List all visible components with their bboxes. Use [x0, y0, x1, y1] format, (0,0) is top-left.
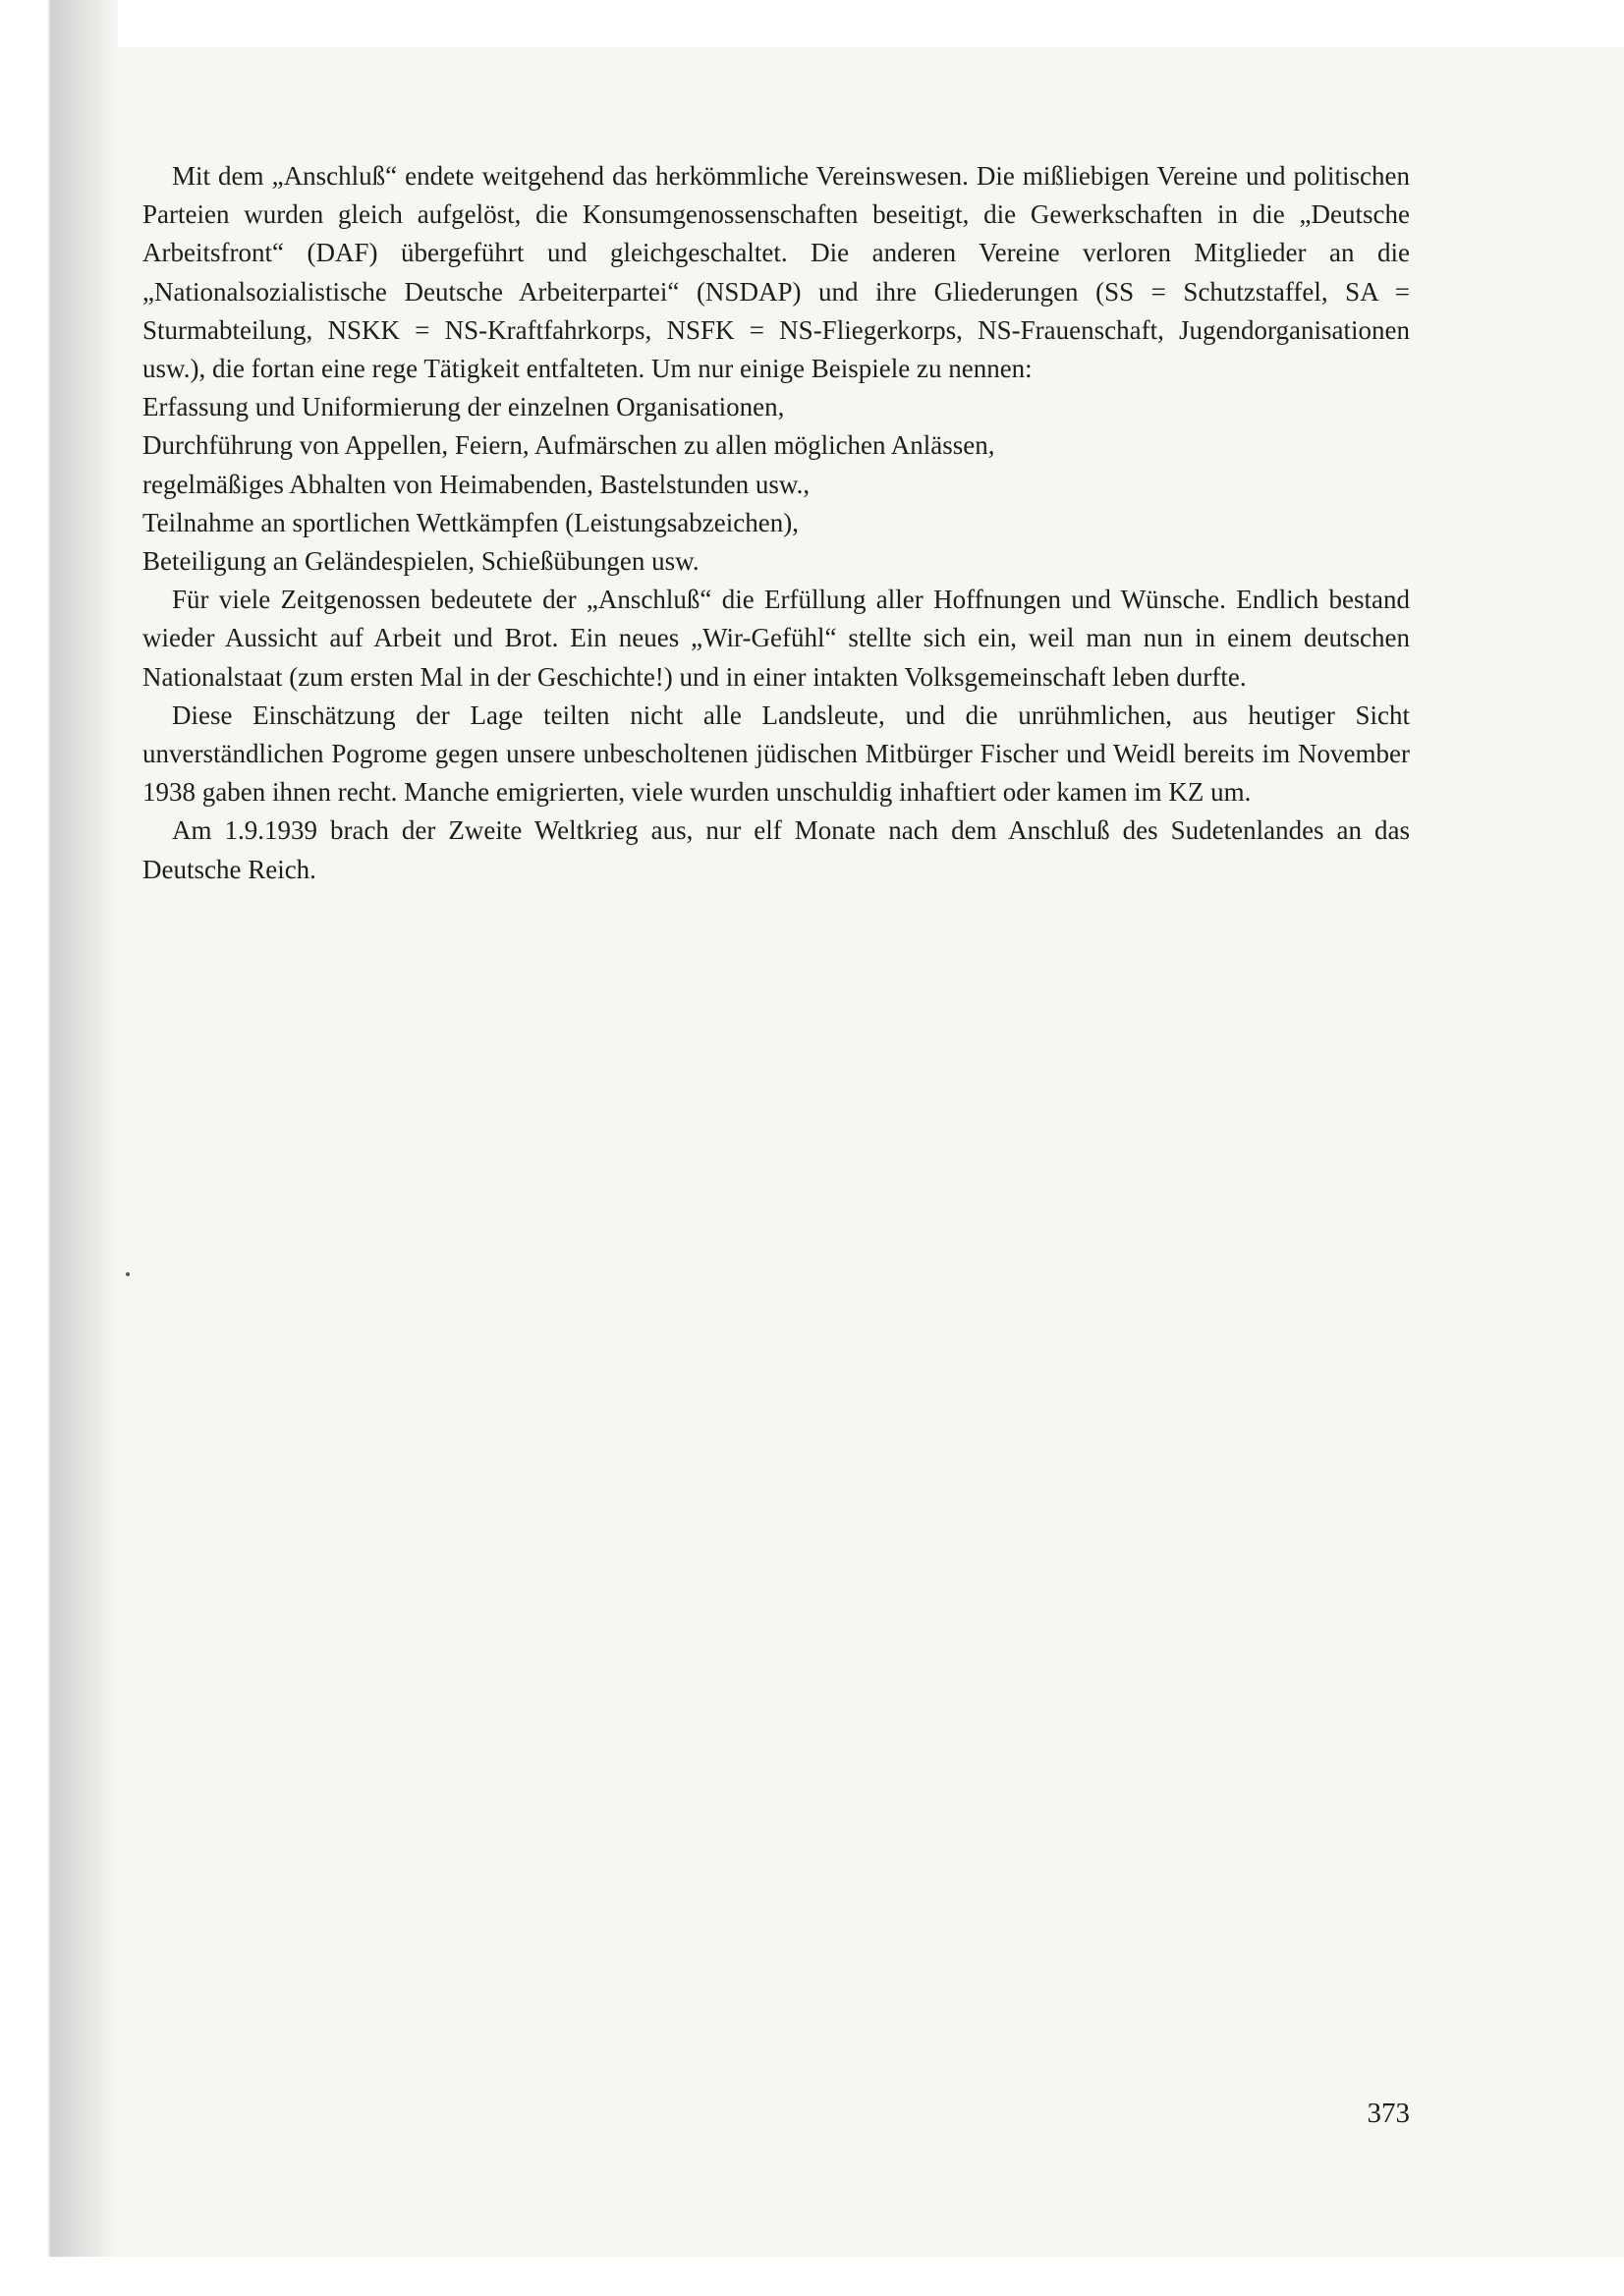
- paragraph-2: Für viele Zeitgenossen bedeutete der „Anschluß“ die Erfüllung aller Hoffnungen und Wünsche. Endlich bestand wieder Aussicht auf Arbeit und Brot. Ein neues „Wir-Gefühl“ stellte sich ein, weil man nun in einem deutschen Nationalstaat (zum ersten Mal in der Geschichte!) und in einer intakten Volksgemeinschaft leben durfte.: [142, 585, 1410, 692]
- list-item: Beteiligung an Geländespielen, Schießübungen usw.: [142, 546, 700, 577]
- binding-gutter-shadow: [0, 0, 118, 2296]
- examples-list: [142, 388, 1410, 581]
- paragraph-1: Mit dem „Anschluß“ endete weitgehend das herkömmliche Vereinswesen. Die mißliebigen Vereine und politischen Parteien wurden gleich aufgelöst, die Konsumgenossenschaften beseitigt, die Gewerkschaften in die „Deutsche Arbeitsfront“ (DAF) übergeführt und gleichgeschaltet. Die anderen Vereine verloren Mitglieder an die „Nationalsozialistische Deutsche Arbeiterpartei“ (NSDAP) und ihre Gliederungen (SS = Schutzstaffel, SA = Sturmabteilung, NSKK = NS-Kraftfahrkorps, NSFK = NS-Fliegerkorps, NS-Frauenschaft, Jugendorganisationen usw.), die fortan eine rege Tätigkeit entfalteten. Um nur einige Beispiele zu nennen:: [142, 161, 1410, 384]
- dust-speck: [126, 1272, 130, 1276]
- page-number: 373: [1367, 2098, 1410, 2129]
- body-text: [142, 157, 1410, 889]
- list-item: Durchführung von Appellen, Feiern, Aufmärschen zu allen möglichen Anlässen,: [142, 430, 995, 461]
- page-top-margin: [0, 0, 1624, 47]
- paragraph-4: Am 1.9.1939 brach der Zweite Weltkrieg aus, nur elf Monate nach dem Anschluß des Sudetenlandes an das Deutsche Reich.: [142, 815, 1410, 884]
- paragraph-3: Diese Einschätzung der Lage teilten nicht alle Landsleute, und die unrühmlichen, aus heutiger Sicht unverständlichen Pogrome gegen unsere unbescholtenen jüdischen Mitbürger Fischer und Weidl bereits im November 1938 gaben ihnen recht. Manche emigrierten, viele wurden unschuldig inhaftiert oder kamen im KZ um.: [142, 700, 1410, 808]
- list-item: regelmäßiges Abhalten von Heimabenden, Bastelstunden usw.,: [142, 469, 811, 499]
- list-item: Teilnahme an sportlichen Wettkämpfen (Leistungsabzeichen),: [142, 507, 799, 537]
- list-item: Erfassung und Uniformierung der einzelnen Organisationen,: [142, 392, 785, 422]
- page-bottom-margin: [0, 2257, 1624, 2296]
